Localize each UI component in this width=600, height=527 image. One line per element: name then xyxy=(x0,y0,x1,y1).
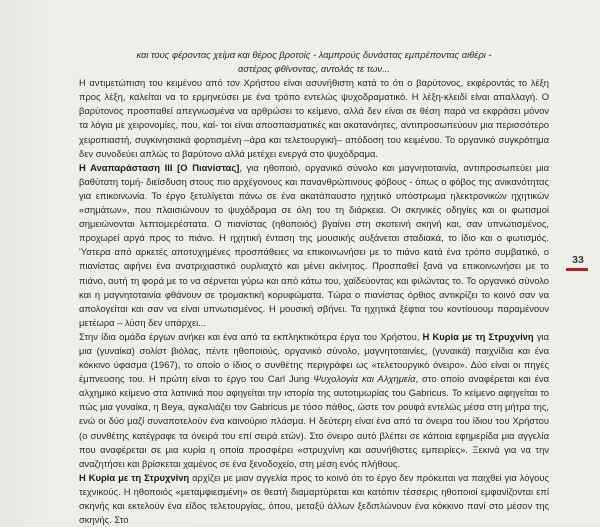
paragraph-3 xyxy=(79,330,549,471)
page-number: 33 xyxy=(572,254,584,266)
work-title-strychnine: Η Κυρία με τη Στρυχνίνη xyxy=(422,330,534,342)
epigraph-quote xyxy=(79,48,549,76)
paragraph-3-text-b: για μια (γυναίκα) σολίστ βιόλας, πέντε ηθοποιούς, οργανικό σύνολο, μαγνητοταινίες, (γυναικά) παιχνίδια και ένα κόκκινο ύφασμα (1967), το οποίο ο ίδιος ο συνθέτης περιγράφει ως «τελετουργικό όνειρο». Δύο είναι οι πηγές έμπνευσης του. Η πρώτη είναι το έργο του Carl Jung xyxy=(79,330,550,385)
quote-line-2: αστέρας φθίνοντας, αντολάς τε των... xyxy=(238,63,390,75)
quote-line-1: και τους φέροντας χείμα και θέρος βροτοίς - λαμπρούς δυνάστας εμπρέποντας αιθέρι - xyxy=(136,49,492,60)
paragraph-3-text-c: , στο οποίο αναφέρεται και ένα αλχημικό κείμενο στα λατινικά που αφηγείται την ιστορία της αυτοτιμωρίας του Gabricus. Το κείμενο αφηγείται το πώς μια γυναίκα, η Beya, αγκαλιάζει τον Gabricus με τόσο πάθος, ώστε τον ρουφά εντελώς μέσα στη μήτρα της, ενώ οι δύο μαζί συναποτελούν ένα καινούριο πλάσμα. Η δεύτερη είναι ένα από τα όνειρα του ίδιου του Χρήστου (ο συνθέτης κατέγραφε τα όνειρά του επί σειρά ετών). Στο όνειρο αυτό βλέπει σε κάποια εφημερίδα μια αγγελία που αναφέρεται σε μια κυρία η οποία προσφέρει «στρυχνίνη και ασυνήθιστες εμπειρίες». Ξεκινά για να την αναζητήσει και βρίσκεται χαμένος σε ένα ξενοδοχείο, στη μέση ενός πλήθους. xyxy=(79,373,549,469)
paragraph-1 xyxy=(79,76,549,161)
paragraph-4 xyxy=(79,471,549,527)
body-text xyxy=(79,48,549,527)
page-number-accent-bar xyxy=(566,268,588,271)
work-title-strychnine-2: Η Κυρία με τη Στρυχνίνη xyxy=(79,471,190,483)
paragraph-1-text: Η αντιμετώπιση του κειμένου από τον Χρήστου είναι ασυνήθιστη κατά το ότι ο βαρύτονος, εκφέροντάς το λέξη προς λέξη, καλείται να το ερμηνεύσει με ένα τρόπο εντελώς ψυχοδραματικό. Η λέξη-κλειδί είναι απαλλαγή. Ο βαρύτονος προσπαθεί απεγνωσμένα να αρθρώσει το κείμενο, αλλά δεν είναι σε θέση παρά να εκφράσει μόνον τα λόγια με χειρονομίες, που, καί- xyxy=(79,77,549,131)
paragraph-1-cont: τοι είναι αποσπασματικές και ακατανόητες, αντιπροσωπεύουν μια περισσότερο χειροπιαστή, συγκινησιακά φορτισμένη –άρα και τελετουργική– απόδοση του κειμένου. Το οργανικό συγκρότημα δεν συνοδεύει απλώς το βαρύτονο αλλά μετέχει ενεργά στο ψυχόδραμα. xyxy=(79,119,549,159)
jung-book-title: Ψυχολογία και Αλχημεία xyxy=(313,373,416,385)
paragraph-3-text-a: Στην ίδια ομάδα έργων ανήκει και ένα από τα εκπληκτικότερα έργα του Χρήστου, xyxy=(79,330,423,342)
work-title-pianist: Η Αναπαράσταση ΙΙΙ [Ο Πιανίστας] xyxy=(79,161,240,173)
paragraph-2 xyxy=(79,161,549,330)
paragraph-2-text: , για ηθοποιό, οργανικό σύνολο και μαγνητοταινία, αντιπροσωπεύει μια βαθύτατη τομή- διείσδυση στους πιο αρχέγονους και πανανθρώπινους φόβους - όπως ο φόβος της ανικανότητας για επικοινωνία. Το έργο ξετυλίγεται πάνω σε ένα ακατάπαυστο ηχητικό υπόστρωμα ηλεκτρονικών ηχητικών «σημάτων», που πλαισιώνουν το ψυχόδραμα σε όλη του τη διάρκεια. Οι σκηνικές οδηγίες και οι φωτισμοί σημειώνονται λεπτομερέστατα. Ο πιανίστας (ηθοποιός) βγαίνει στη σκοτεινή σκηνή και, σαν υπνωτισμένος, προχωρεί αργά προς το πιάνο. Η ηχητική ένταση της μουσικής αυξάνεται σταδιακά, το ίδιο και ο φωτισμός. Ύστερα από αρκετές αποτυχημένες προσπάθειες να επικοινωνήσει με το πιάνο κατά ένα τρόπο συμβατικό, ο πιανίστας αφήνει ένα ανατριχιαστικό ουρλιαχτό και μένει ακίνητος. Προσπαθεί ξανά να επικοινωνήσει με το πιάνο, αυτή τη φορά με το να σέρνεται γύρω και από κάτω του, χαϊδεύοντας και φιλώντας το. Το οργανικό σύνολο και η μαγνητοταινία φθάνουν σε τρομακτική κορυφώματα. Τώρα ο πιανίστας όρθιος αντικρίζει το κοινό σαν να απολογείται και σαν να είναι υπνωτισμένος. Η μουσική σβήνει. Τα ηχητικά ξέφτια του κοντίουουμ παραμένουν μετέωρα – λύση δεν υπάρχει... xyxy=(79,161,549,328)
paragraph-4-text: αρχίζει με μιαν αγγελία προς το κοινό ότι το έργο δεν πρόκειται να παιχθεί για λόγους τεχνικούς. Η ηθοποιός «μεταμφιεσμένη» σε θεατή διαμαρτύρεται και κατόπιν τέσσερις ηθοποιοί εμφανίζονται επί σκηνής και εκτελούν ένα είδος τελετουργίας, όπου, μεταξύ άλλων ξεδιπλώνουν ένα κόκκινο πανί στο μέσον της σκηνής. Στο xyxy=(79,471,549,526)
